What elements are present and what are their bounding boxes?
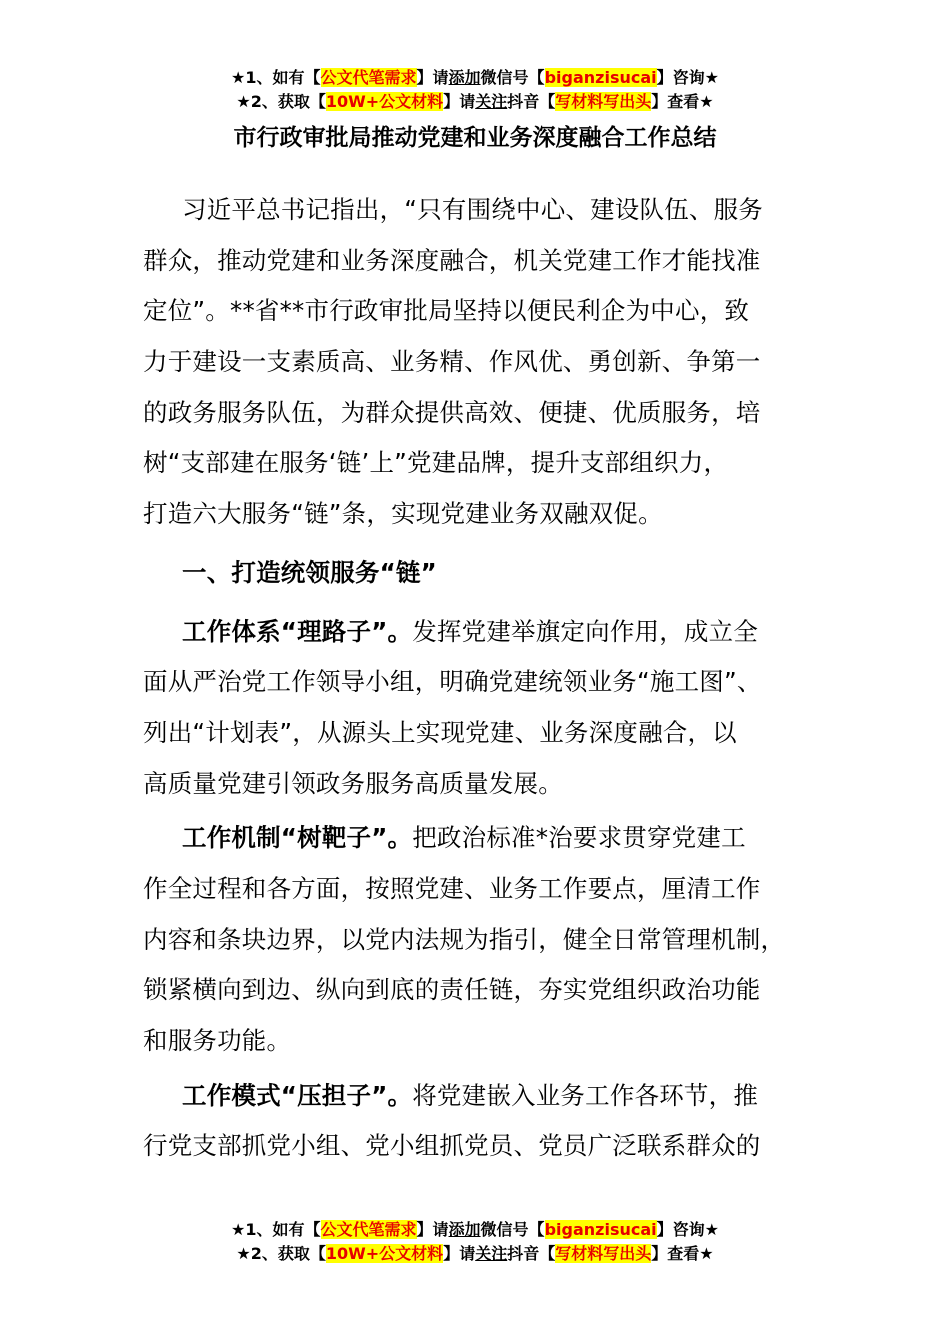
text-line: 锁紧横向到边、纵向到底的责任链，夯实党组织政治功能 <box>143 975 761 1005</box>
text-line: 习近平总书记指出，“只有围绕中心、建设队伍、服务 <box>182 195 763 224</box>
text-line: 群众，推动党建和业务深度融合，机关党建工作才能找准 <box>143 245 761 275</box>
notice-text: 】查看★ <box>651 1244 714 1263</box>
notice-text: 】请 <box>443 1244 476 1263</box>
notice-text: 抖音【 <box>507 1244 556 1263</box>
intro-paragraph <box>143 185 806 540</box>
text-line: 定位”。**省**市行政审批局坚持以便民利企为中心，致 <box>143 296 750 326</box>
notice-text: 关注 <box>475 92 508 111</box>
paragraph-lead: 工作体系“理路子”。 <box>182 616 413 646</box>
paragraph-text: 把政治标准*治要求贯穿党建工 <box>412 823 746 853</box>
notice-line-1 <box>0 66 950 90</box>
notice-text: ★1、如有【 <box>231 1220 321 1239</box>
notice-text: ★2、获取【 <box>236 92 326 111</box>
paragraph-work-system <box>143 607 806 810</box>
section-heading-1 <box>143 548 806 599</box>
text-line: 树“支部建在服务‘链’上”党建品牌，提升支部组织力， <box>143 448 729 478</box>
paragraph-work-mechanism <box>143 813 806 1066</box>
notice-text: 】请 <box>416 68 449 87</box>
text-line: 的政务服务队伍，为群众提供高效、便捷、优质服务，培 <box>143 397 761 427</box>
notice-text: 】咨询★ <box>656 1220 719 1239</box>
text-line: 力于建设一支素质高、业务精、作风优、勇创新、争第一 <box>143 347 761 377</box>
notice-text: 添加 <box>448 68 481 87</box>
text-line: 作全过程和各方面，按照党建、业务工作要点，厘清工作 <box>143 873 761 903</box>
text-line: 内容和条块边界，以党内法规为指引，健全日常管理机制， <box>143 924 786 954</box>
notice-text: 】请 <box>416 1220 449 1239</box>
paragraph-text: 将党建嵌入业务工作各环节，推 <box>412 1080 759 1110</box>
document-body <box>143 185 806 1172</box>
header-notice <box>0 66 950 114</box>
douyin-account: 写材料写出头 <box>555 92 652 111</box>
paragraph-lead: 工作模式“压担子”。 <box>182 1080 413 1110</box>
wechat-id: biganzisucai <box>544 1220 657 1239</box>
highlight-text: 10W+公文材料 <box>325 1244 444 1263</box>
wechat-id: biganzisucai <box>544 68 657 87</box>
notice-text: 】请 <box>443 92 476 111</box>
text-line: 列出“计划表”，从源头上实现党建、业务深度融合，以 <box>143 717 737 747</box>
text-line: 和服务功能。 <box>143 1026 292 1055</box>
notice-text: 】查看★ <box>651 92 714 111</box>
notice-text: 微信号【 <box>480 1220 545 1239</box>
text-line <box>143 813 806 864</box>
highlight-text: 公文代笔需求 <box>320 68 417 87</box>
notice-line-1 <box>0 1218 950 1242</box>
notice-text: 抖音【 <box>507 92 556 111</box>
notice-text: 添加 <box>448 1220 481 1239</box>
notice-text: 关注 <box>475 1244 508 1263</box>
highlight-text: 10W+公文材料 <box>325 92 444 111</box>
paragraph-lead: 工作机制“树靶子”。 <box>182 823 413 853</box>
notice-line-2 <box>0 90 950 114</box>
text-line <box>143 1071 806 1122</box>
notice-line-2 <box>0 1242 950 1266</box>
text-line <box>143 607 806 658</box>
text-line: 高质量党建引领政务服务高质量发展。 <box>143 768 563 798</box>
notice-text: 】咨询★ <box>656 68 719 87</box>
text-line: 面从严治党工作领导小组，明确党建统领业务“施工图”、 <box>143 667 762 697</box>
notice-text: ★1、如有【 <box>231 68 321 87</box>
section-heading: 一、打造统领服务“链” <box>182 557 437 587</box>
douyin-account: 写材料写出头 <box>555 1244 652 1263</box>
paragraph-text: 发挥党建举旗定向作用，成立全 <box>412 616 759 646</box>
text-line: 打造六大服务“链”条，实现党建业务双融双促。 <box>143 499 663 529</box>
document-title: 市行政审批局推动党建和业务深度融合工作总结 <box>233 125 717 151</box>
highlight-text: 公文代笔需求 <box>320 1220 417 1239</box>
paragraph-work-mode <box>143 1071 806 1172</box>
footer-notice <box>0 1218 950 1266</box>
notice-text: 微信号【 <box>480 68 545 87</box>
notice-text: ★2、获取【 <box>236 1244 326 1263</box>
text-line: 行党支部抓党小组、党小组抓党员、党员广泛联系群众的 <box>143 1131 761 1161</box>
